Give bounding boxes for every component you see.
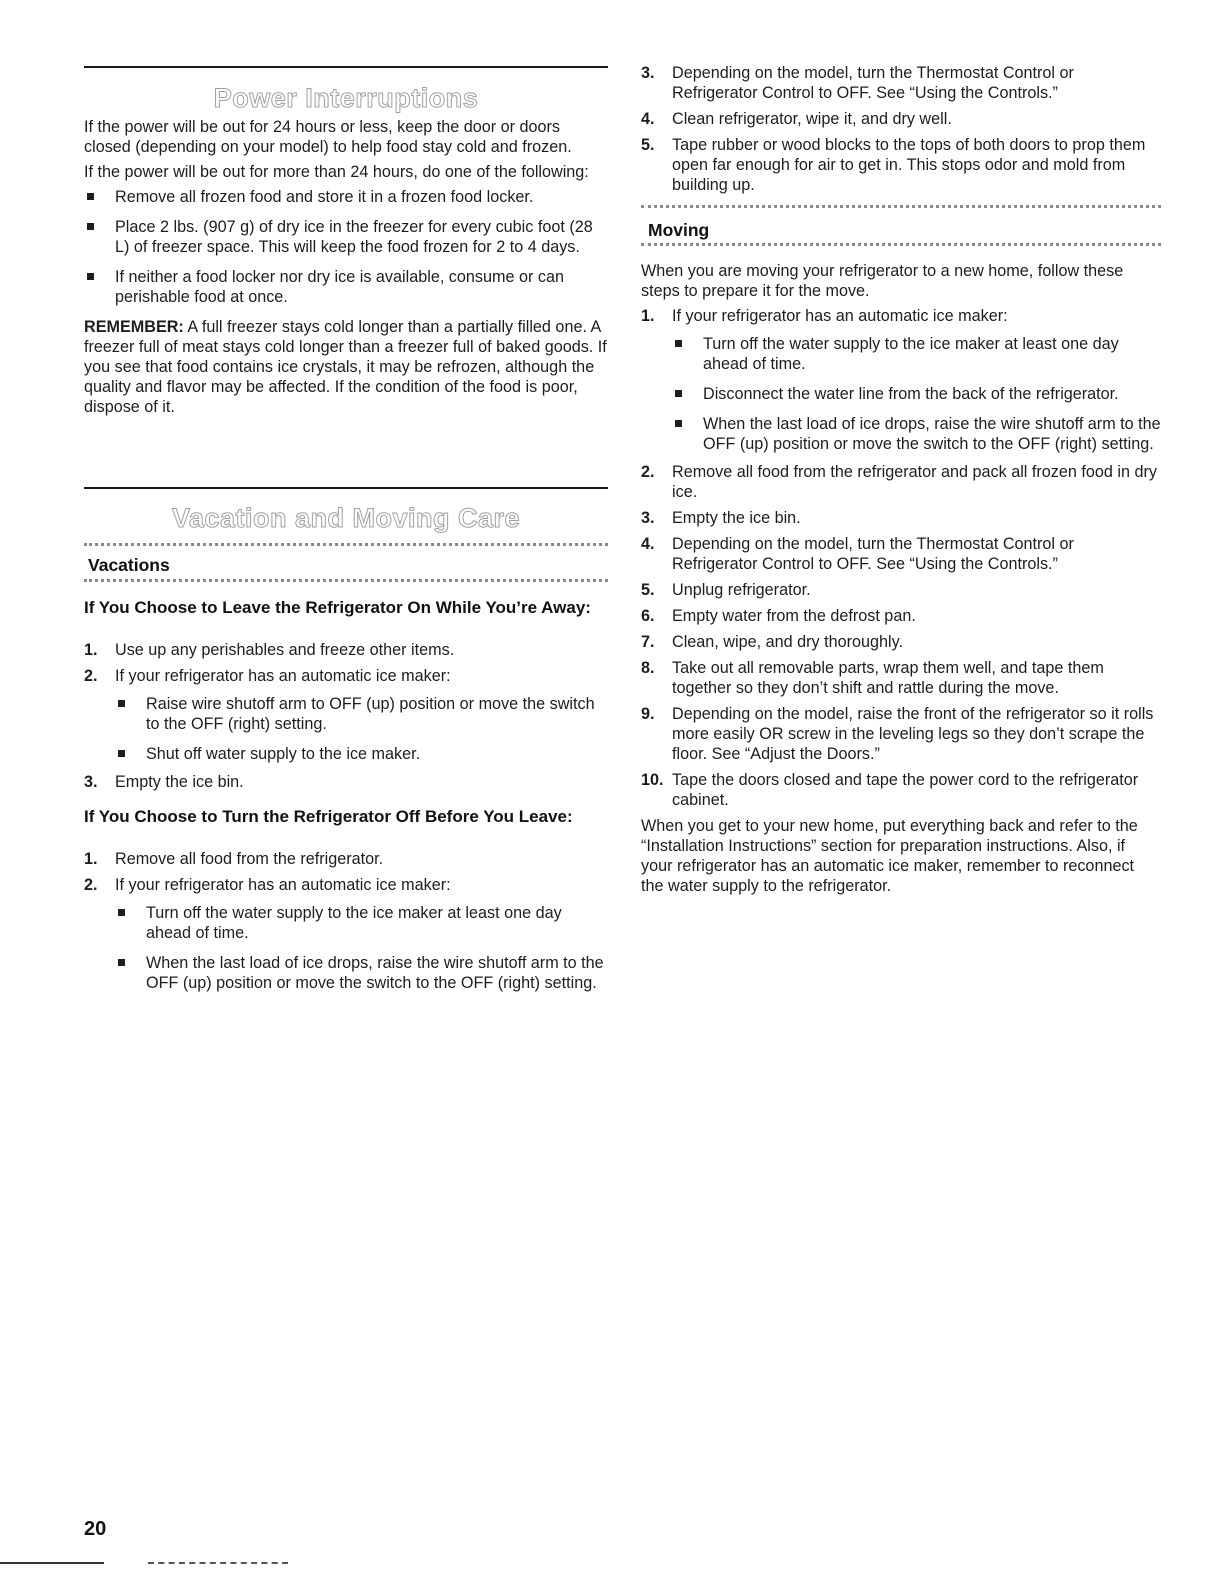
step-item: 4. Clean refrigerator, wipe it, and dry well. bbox=[641, 110, 952, 128]
page-number: 20 bbox=[84, 1518, 107, 1540]
moving-subheading: Moving bbox=[648, 220, 710, 240]
turn-off-steps-continued bbox=[641, 63, 1161, 201]
remember-text: A full freezer stays cold longer than a partially filled one. A freezer full of meat stays cold longer than a freezer full of baked goods. If you see that food contains ice crystals, it may be refrozen, although the quality and flavor may be affected. If the condition of the food is poor, dispose of it. bbox=[84, 318, 607, 416]
step-item: 3. Depending on the model, turn the Thermostat Control or Refrigerator Control to OFF. See “Using the Controls.” bbox=[641, 64, 1074, 102]
dotted-divider bbox=[84, 543, 608, 546]
step-bullet: When the last load of ice drops, raise the wire shutoff arm to the OFF (up) position or move the switch to the OFF (right) setting. bbox=[672, 414, 1161, 454]
vacations-subheading: Vacations bbox=[88, 555, 170, 575]
moving-intro: When you are moving your refrigerator to a new home, follow these steps to prepare it for the move. bbox=[641, 262, 1124, 300]
step-item: 1. If your refrigerator has an automatic ice maker: bbox=[641, 307, 1008, 325]
turn-off-heading: If You Choose to Turn the Refrigerator Off Before You Leave: bbox=[84, 807, 573, 826]
step-bullet: Disconnect the water line from the back of the refrigerator. bbox=[672, 384, 1161, 404]
vacation-moving-title: Vacation and Moving Care bbox=[171, 503, 521, 533]
moving-outro: When you get to your new home, put everything back and refer to the “Installation Instructions” section for preparation instructions. Also, if your refrigerator has an automatic ice maker, remember to reconnect the water supply to the refrigerator. bbox=[641, 817, 1138, 895]
step-item: 10. Tape the doors closed and tape the power cord to the refrigerator cabinet. bbox=[641, 771, 1139, 809]
step-bullet: Turn off the water supply to the ice maker at least one day ahead of time. bbox=[672, 334, 1161, 374]
step-item: 2. If your refrigerator has an automatic ice maker: bbox=[84, 667, 451, 685]
step-item: 3. Empty the ice bin. bbox=[84, 773, 244, 791]
step-item: 2. If your refrigerator has an automatic ice maker: bbox=[84, 876, 451, 894]
step-item: 3. Empty the ice bin. bbox=[641, 509, 801, 527]
power-paragraph-1: If the power will be out for 24 hours or less, keep the door or doors closed (depending on your model) to help food stay cold and frozen. bbox=[84, 118, 572, 156]
step-item: 6. Empty water from the defrost pan. bbox=[641, 607, 916, 625]
section-divider bbox=[84, 487, 608, 489]
step-item: 8. Take out all removable parts, wrap them well, and tape them together so they don’t shift and rattle during the move. bbox=[641, 659, 1104, 697]
dotted-divider bbox=[84, 579, 608, 582]
step-item: 9. Depending on the model, raise the front of the refrigerator so it rolls more easily OR screw in the leveling legs so they don’t scrape the floor. See “Adjust the Doors.” bbox=[641, 705, 1154, 763]
section-divider bbox=[84, 66, 608, 68]
leave-on-heading: If You Choose to Leave the Refrigerator On While You’re Away: bbox=[84, 598, 591, 617]
power-interruptions-body bbox=[84, 117, 608, 423]
power-bullet: If neither a food locker nor dry ice is available, consume or can perishable food at once. bbox=[84, 267, 608, 307]
power-bullet: Remove all frozen food and store it in a frozen food locker. bbox=[84, 187, 608, 207]
power-bullet: Place 2 lbs. (907 g) of dry ice in the freezer for every cubic foot (28 L) of freezer space. This will keep the food frozen for 2 to 4 days. bbox=[84, 217, 608, 257]
step-bullet: Turn off the water supply to the ice maker at least one day ahead of time. bbox=[115, 903, 608, 943]
remember-label: REMEMBER: bbox=[84, 318, 184, 336]
step-item: 1. Remove all food from the refrigerator. bbox=[84, 850, 384, 868]
leave-on-steps bbox=[84, 640, 608, 798]
power-paragraph-2: If the power will be out for more than 24 hours, do one of the following: bbox=[84, 163, 589, 181]
step-bullet: Raise wire shutoff arm to OFF (up) position or move the switch to the OFF (right) setting. bbox=[115, 694, 608, 734]
dotted-divider bbox=[641, 243, 1161, 246]
step-item: 2. Remove all food from the refrigerator and pack all frozen food in dry ice. bbox=[641, 463, 1157, 501]
step-item: 1. Use up any perishables and freeze other items. bbox=[84, 641, 455, 659]
step-item: 4. Depending on the model, turn the Thermostat Control or Refrigerator Control to OFF. See “Using the Controls.” bbox=[641, 535, 1074, 573]
dotted-divider bbox=[641, 205, 1161, 208]
remember-paragraph bbox=[84, 317, 608, 417]
step-bullet: Shut off water supply to the ice maker. bbox=[115, 744, 608, 764]
step-item: 5. Tape rubber or wood blocks to the tops of both doors to prop them open far enough for air to get in. This stops odor and mold from building up. bbox=[641, 136, 1146, 194]
footer-rule bbox=[0, 1562, 104, 1564]
moving-body bbox=[641, 261, 1161, 902]
footer-rule bbox=[148, 1562, 288, 1564]
turn-off-steps bbox=[84, 849, 608, 999]
step-bullet: When the last load of ice drops, raise the wire shutoff arm to the OFF (up) position or move the switch to the OFF (right) setting. bbox=[115, 953, 608, 993]
power-interruptions-title: Power Interruptions bbox=[213, 83, 479, 113]
step-item: 7. Clean, wipe, and dry thoroughly. bbox=[641, 633, 903, 651]
step-item: 5. Unplug refrigerator. bbox=[641, 581, 811, 599]
